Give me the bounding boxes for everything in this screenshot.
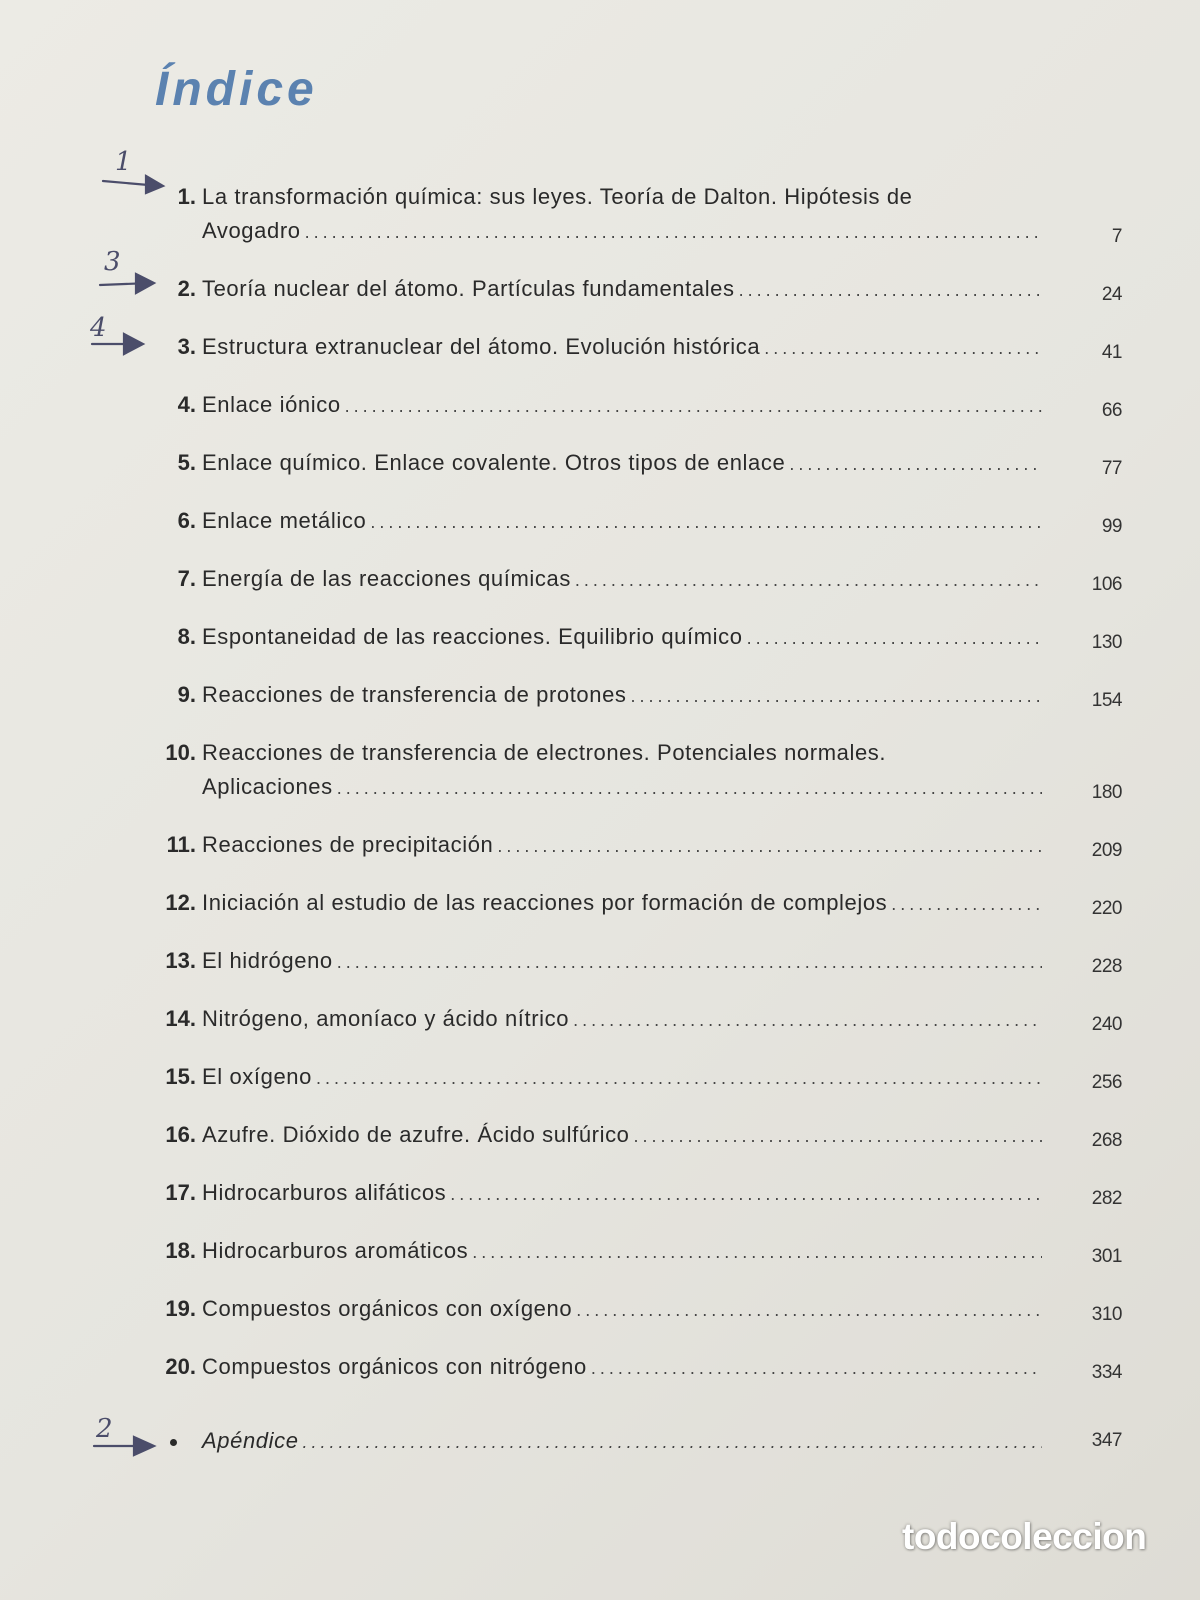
chapter-number: 17. xyxy=(165,1180,196,1205)
page-number: 77 xyxy=(1101,458,1122,479)
chapter-title xyxy=(202,1234,1042,1269)
dot-leader xyxy=(739,273,1042,307)
chapter-title-line xyxy=(202,736,1042,770)
page-number: 209 xyxy=(1091,840,1122,861)
dot-leader xyxy=(450,1177,1042,1211)
chapter-title-text: Hidrocarburos alifáticos xyxy=(202,1180,447,1205)
chapter-title-text: El hidrógeno xyxy=(202,948,333,973)
pencil-mark-2: 2 xyxy=(96,1414,113,1444)
chapter-title xyxy=(202,828,1042,863)
chapter-title-text: Reacciones de transferencia de electrones. Potenciales normales. xyxy=(202,740,887,765)
chapter-number: 18. xyxy=(165,1238,196,1263)
chapter-title-line xyxy=(202,330,1042,365)
pencil-mark-1: 1 xyxy=(115,147,132,177)
page-title: Índice xyxy=(155,63,318,116)
dot-leader xyxy=(789,447,1042,481)
page-number: 180 xyxy=(1091,782,1122,803)
chapter-number: 1. xyxy=(177,184,196,209)
chapter-title xyxy=(202,1002,1042,1037)
page-number: 240 xyxy=(1091,1014,1122,1035)
chapter-number: 6. xyxy=(177,508,196,533)
chapter-title-line xyxy=(202,1234,1042,1269)
dot-leader xyxy=(747,621,1042,655)
chapter-title xyxy=(202,1060,1042,1095)
chapter-title xyxy=(202,504,1042,539)
chapter-title xyxy=(202,1118,1042,1153)
appendix-label: Apéndice xyxy=(202,1428,299,1453)
chapter-title xyxy=(202,180,1042,249)
chapter-title-line xyxy=(202,620,1042,655)
chapter-title-line xyxy=(202,446,1042,481)
page-number: 41 xyxy=(1101,342,1122,363)
chapter-title-text: La transformación química: sus leyes. Teoría de Dalton. Hipótesis de xyxy=(202,184,913,209)
chapter-title-text: El oxígeno xyxy=(202,1064,312,1089)
page-number: 310 xyxy=(1091,1304,1122,1325)
chapter-title-text: Nitrógeno, amoníaco y ácido nítrico xyxy=(202,1006,570,1031)
chapter-title xyxy=(202,736,1042,805)
dot-leader xyxy=(472,1235,1042,1269)
chapter-title-line xyxy=(202,678,1042,713)
chapter-title xyxy=(202,446,1042,481)
chapter-title-text: Enlace químico. Enlace covalente. Otros tipos de enlace xyxy=(202,450,786,475)
page-number: 99 xyxy=(1101,516,1122,537)
page-number: 130 xyxy=(1091,632,1122,653)
chapter-title xyxy=(202,620,1042,655)
chapter-title-line xyxy=(202,214,1042,249)
page-number: 154 xyxy=(1091,690,1122,711)
chapter-title-text: Reacciones de transferencia de protones xyxy=(202,682,627,707)
appendix-text xyxy=(202,1424,1042,1459)
chapter-number: 3. xyxy=(177,334,196,359)
dot-leader xyxy=(337,771,1042,805)
chapter-title-text: Reacciones de precipitación xyxy=(202,832,494,857)
page-number: 24 xyxy=(1101,284,1122,305)
page-number: 66 xyxy=(1101,400,1122,421)
page-number: 228 xyxy=(1091,956,1122,977)
watermark-logo: todocoleccion xyxy=(902,1516,1147,1557)
dot-leader xyxy=(634,1119,1042,1153)
chapter-title-text: Espontaneidad de las reacciones. Equilibrio químico xyxy=(202,624,743,649)
chapter-title-line xyxy=(202,504,1042,539)
table-of-contents xyxy=(140,180,1122,1453)
chapter-number: 14. xyxy=(165,1006,196,1031)
chapter-number: 7. xyxy=(177,566,196,591)
chapter-title-text: Iniciación al estudio de las reacciones por formación de complejos xyxy=(202,890,888,915)
dot-leader xyxy=(573,1003,1042,1037)
page-number: 282 xyxy=(1091,1188,1122,1209)
chapter-title-text: Estructura extranuclear del átomo. Evolución histórica xyxy=(202,334,761,359)
pencil-arrowhead-4 xyxy=(134,1437,154,1455)
chapter-title xyxy=(202,562,1042,597)
chapter-number: 16. xyxy=(165,1122,196,1147)
chapter-title-line xyxy=(202,1002,1042,1037)
chapter-title-text: Enlace metálico xyxy=(202,508,367,533)
chapter-title-line xyxy=(202,770,1042,805)
dot-leader xyxy=(337,945,1042,979)
page-number: 334 xyxy=(1091,1362,1122,1383)
page-number: 7 xyxy=(1111,226,1122,247)
chapter-title-line xyxy=(202,272,1042,307)
chapter-number: 2. xyxy=(177,276,196,301)
chapter-number: 9. xyxy=(177,682,196,707)
chapter-number: 19. xyxy=(165,1296,196,1321)
pencil-mark-3: 3 xyxy=(104,247,121,277)
chapter-title-text: Compuestos orgánicos con oxígeno xyxy=(202,1296,573,1321)
chapter-title-line xyxy=(202,1118,1042,1153)
chapter-number: 20. xyxy=(165,1354,196,1379)
chapter-title-text: Energía de las reacciones químicas xyxy=(202,566,571,591)
chapter-title-line xyxy=(202,388,1042,423)
chapter-number: 10. xyxy=(165,740,196,765)
dot-leader xyxy=(575,563,1042,597)
page-number: 106 xyxy=(1091,574,1122,595)
chapter-title xyxy=(202,330,1042,365)
chapter-number: 8. xyxy=(177,624,196,649)
chapter-title-line xyxy=(202,562,1042,597)
chapter-title-text: Enlace iónico xyxy=(202,392,341,417)
chapter-title-text: Teoría nuclear del átomo. Partículas fundamentales xyxy=(202,276,735,301)
chapter-title-line xyxy=(202,828,1042,863)
chapter-title-line xyxy=(202,944,1042,979)
chapter-title xyxy=(202,1292,1042,1327)
dot-leader xyxy=(591,1351,1042,1385)
dot-leader xyxy=(305,215,1042,249)
dot-leader xyxy=(316,1061,1042,1095)
page-number: 220 xyxy=(1091,898,1122,919)
chapter-title-text: Hidrocarburos aromáticos xyxy=(202,1238,469,1263)
dot-leader xyxy=(764,331,1042,365)
chapter-number: 12. xyxy=(165,890,196,915)
chapter-title xyxy=(202,1176,1042,1211)
dot-leader xyxy=(891,887,1042,921)
dot-leader xyxy=(370,505,1042,539)
toc-entries xyxy=(140,180,1120,1408)
chapter-title xyxy=(202,388,1042,423)
dot-leader xyxy=(303,1425,1042,1459)
chapter-title-line xyxy=(202,1060,1042,1095)
chapter-title-text: Compuestos orgánicos con nitrógeno xyxy=(202,1354,587,1379)
chapter-number: 13. xyxy=(165,948,196,973)
appendix-page-number: 347 xyxy=(1091,1430,1122,1451)
chapter-title-line xyxy=(202,886,1042,921)
chapter-number: 4. xyxy=(177,392,196,417)
chapter-title-line xyxy=(202,1350,1042,1385)
page-number: 301 xyxy=(1091,1246,1122,1267)
bullet-icon xyxy=(170,1439,177,1446)
chapter-number: 11. xyxy=(166,832,196,857)
chapter-title-line xyxy=(202,1176,1042,1211)
dot-leader xyxy=(345,389,1042,423)
pencil-mark-4: 4 xyxy=(90,313,107,343)
page-number: 256 xyxy=(1091,1072,1122,1093)
chapter-number: 15. xyxy=(165,1064,196,1089)
chapter-title xyxy=(202,272,1042,307)
chapter-title-line xyxy=(202,1292,1042,1327)
dot-leader xyxy=(576,1293,1042,1327)
dot-leader xyxy=(497,829,1042,863)
chapter-title-line xyxy=(202,180,1042,214)
page-number: 268 xyxy=(1091,1130,1122,1151)
chapter-title-text: Avogadro xyxy=(202,218,301,243)
chapter-title xyxy=(202,886,1042,921)
chapter-title-text: Azufre. Dióxido de azufre. Ácido sulfúrico xyxy=(202,1122,630,1147)
chapter-title xyxy=(202,944,1042,979)
chapter-title xyxy=(202,1350,1042,1385)
chapter-title-text: Aplicaciones xyxy=(202,774,333,799)
chapter-title xyxy=(202,678,1042,713)
dot-leader xyxy=(631,679,1042,713)
chapter-number: 5. xyxy=(177,450,196,475)
